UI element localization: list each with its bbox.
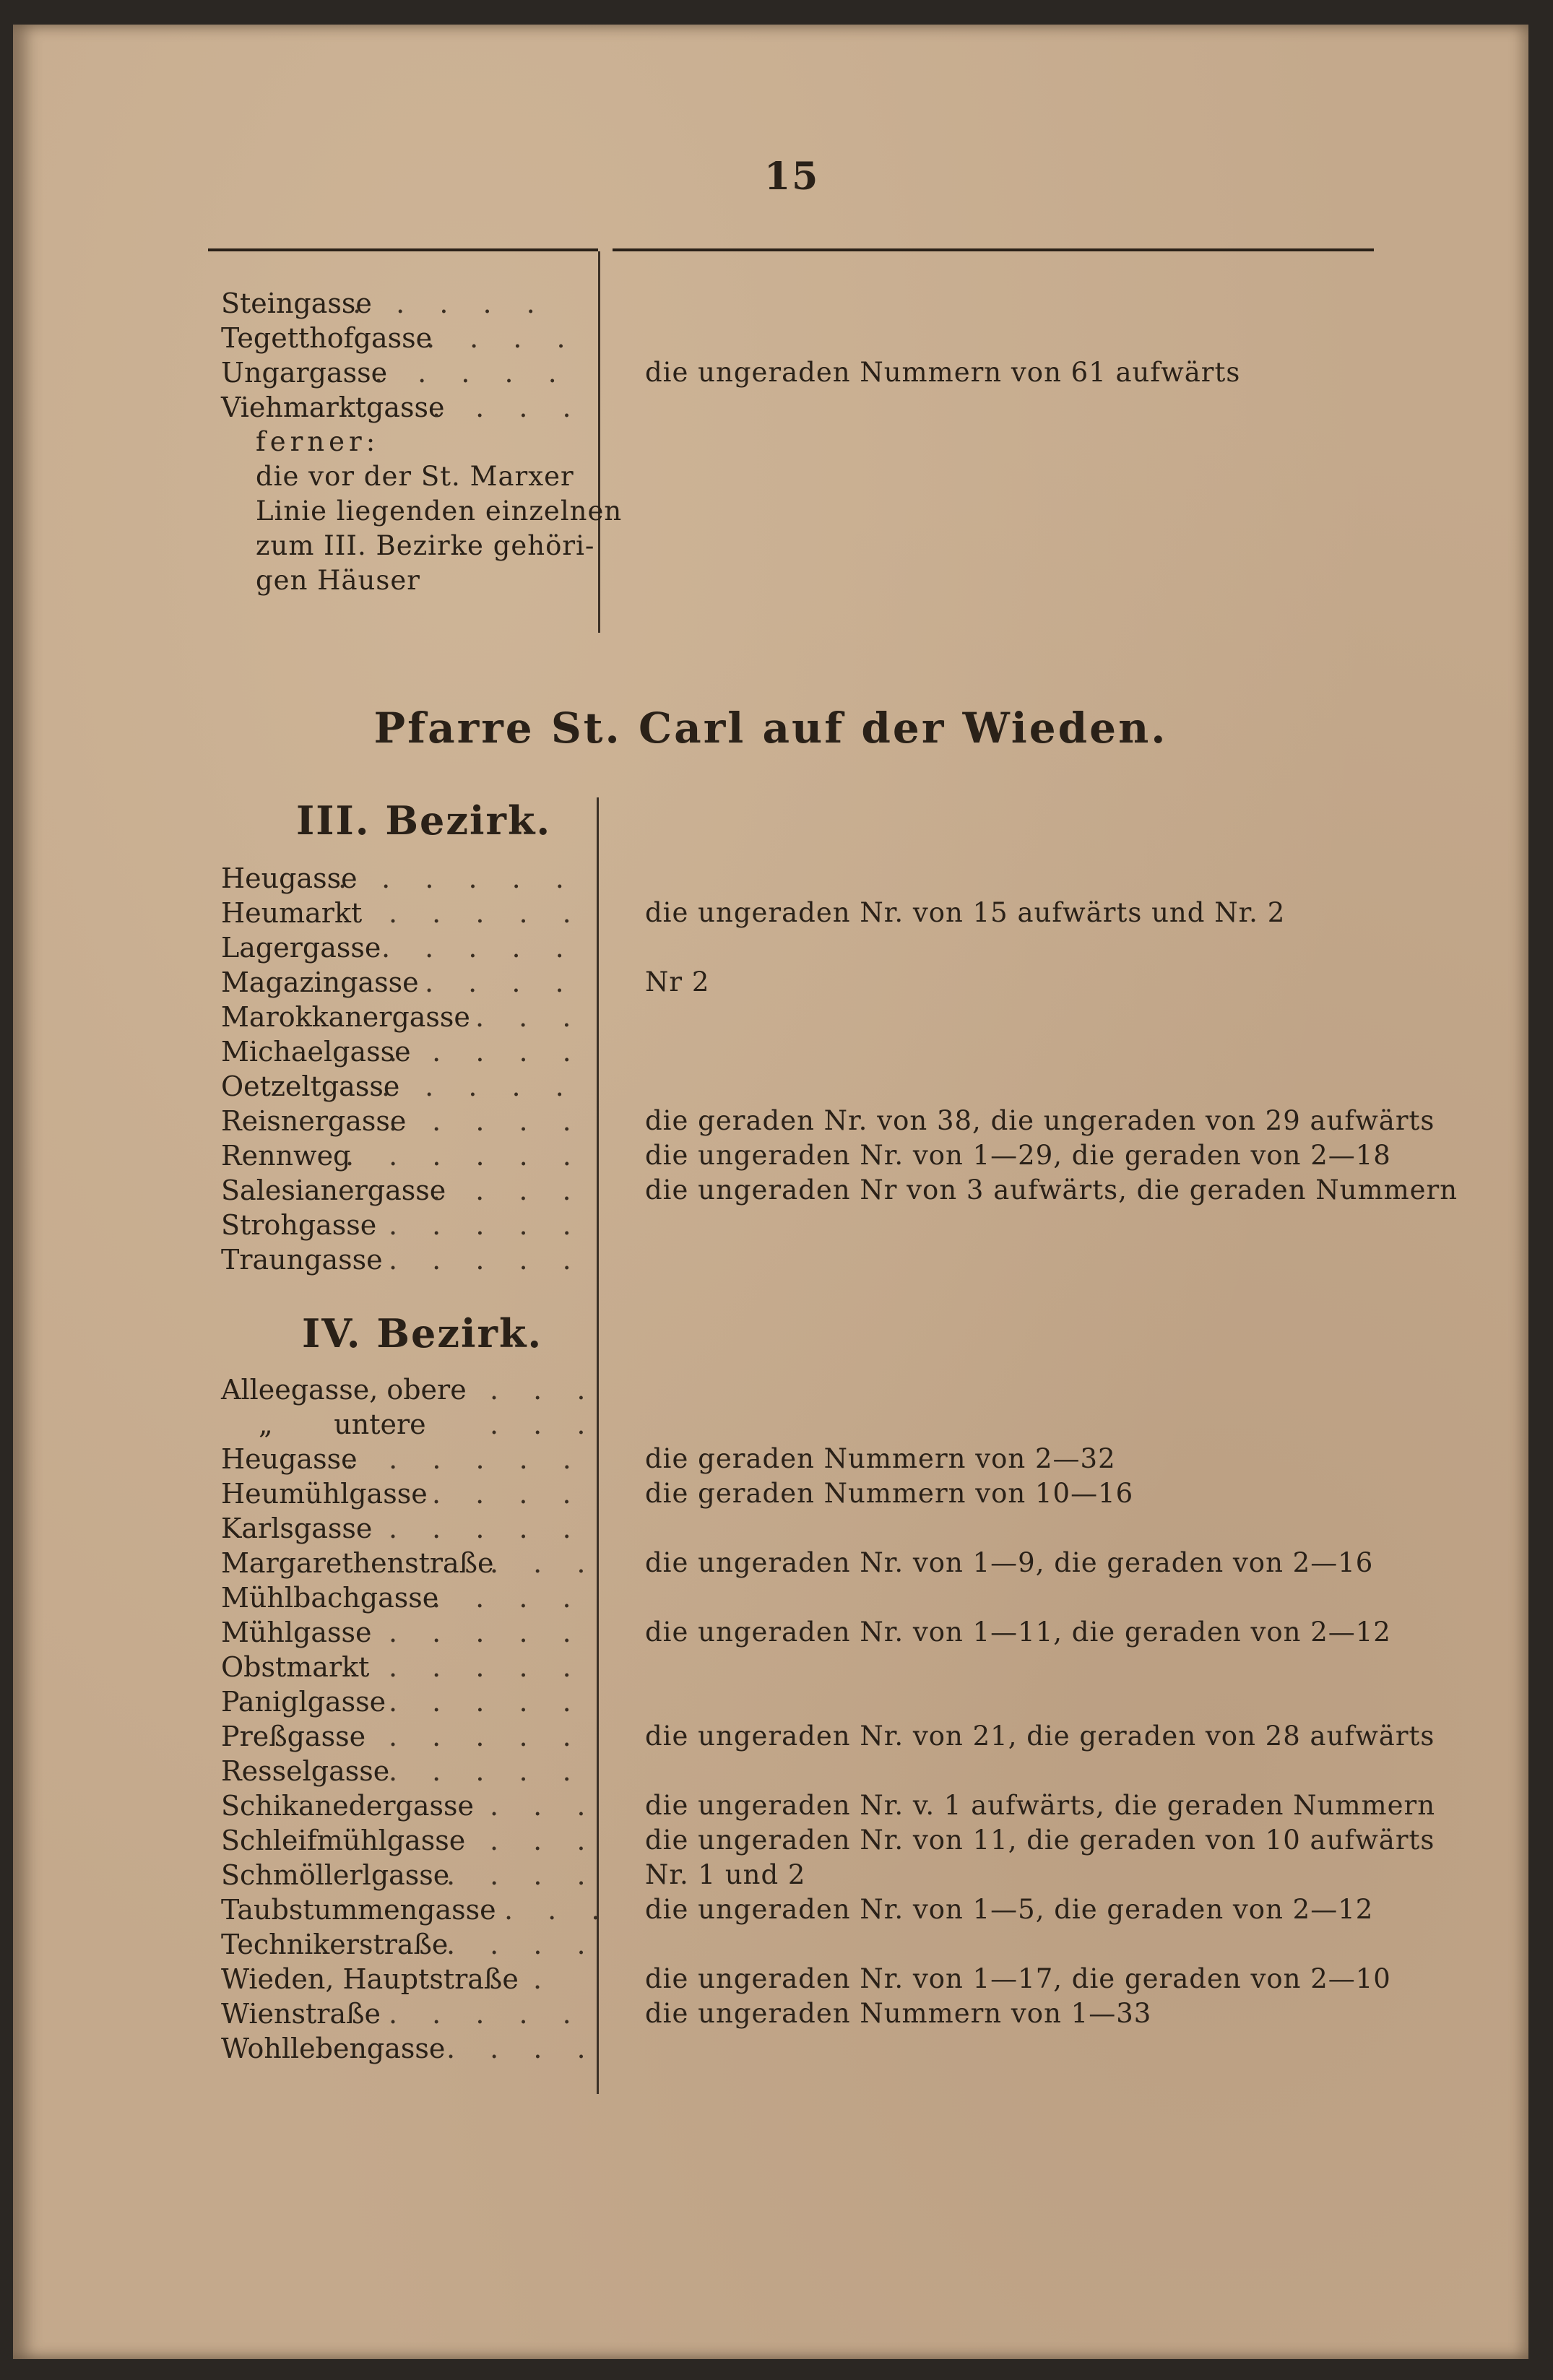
leader-dots: . . . . (432, 391, 584, 423)
street-name: Lagergasse (221, 932, 381, 964)
street-name: Karlsgasse (221, 1513, 373, 1544)
street-description: die ungeraden Nr. von 1—11, die geraden von 2—12 (645, 1617, 1391, 1648)
street-name: Mühlgasse (221, 1617, 372, 1648)
leader-dots: . . . . . (381, 932, 577, 964)
street-description: die geraden Nummern von 2—32 (645, 1443, 1116, 1474)
street-name: Tegetthofgasse (221, 322, 433, 354)
street-description: die geraden Nummern von 10—16 (645, 1478, 1134, 1509)
street-name: „ untere (259, 1408, 426, 1440)
top-rule-right (613, 248, 1374, 251)
street-description: Nr. 1 und 2 (645, 1859, 806, 1890)
street-name: Schikanedergasse (221, 1790, 475, 1822)
street-description: Nr 2 (645, 966, 710, 998)
leader-dots: . . . (490, 1374, 599, 1406)
leader-dots: . . . . (446, 1929, 599, 1960)
leader-dots: . . . . . . (345, 1140, 584, 1172)
street-description: die ungeraden Nr. von 21, die geraden von 28 aufwärts (645, 1721, 1435, 1752)
leader-dots: . . . . . (389, 1209, 584, 1241)
street-name: Wieden, Hauptstraße (221, 1963, 519, 1995)
street-name: Michaelgasse (221, 1036, 411, 1068)
street-name: Heugasse (221, 1443, 358, 1475)
page-number: 15 (764, 155, 820, 199)
street-name: Viehmarktgasse (221, 391, 445, 423)
street-description: die ungeraden Nr. v. 1 aufwärts, die geraden Nummern (645, 1790, 1436, 1821)
street-description: die ungeraden Nummern von 61 aufwärts (645, 357, 1241, 388)
section-title: Pfarre St. Carl auf der Wieden. (373, 704, 1168, 753)
leader-dots: . . . . . (389, 1721, 584, 1752)
street-description: die ungeraden Nummern von 1—33 (645, 1998, 1152, 2029)
leader-dots: . . . . (432, 1582, 584, 1614)
leader-dots: . . . . . (389, 1244, 584, 1276)
street-name: Ungargasse (221, 357, 388, 389)
street-name: Rennweg (221, 1140, 351, 1172)
street-name: Technikerstraße (221, 1929, 449, 1960)
leader-dots: . . . . (446, 2033, 599, 2064)
street-description: die ungeraden Nr. von 1—17, die geraden von 2—10 (645, 1963, 1391, 1994)
top-column-divider (598, 251, 600, 633)
street-name: Alleegasse, obere (221, 1374, 467, 1406)
leader-dots: . . . . (432, 1174, 584, 1206)
ferner-line: gen Häuser (256, 565, 420, 596)
leader-dots: . . . . (426, 322, 579, 354)
ferner-line: Linie liegenden einzelnen (256, 496, 623, 527)
leader-dots: . . . . . (389, 897, 584, 929)
district-iii-heading: III. Bezirk. (296, 797, 552, 844)
leader-dots: . (533, 1963, 555, 1995)
street-name: Obstmarkt (221, 1651, 370, 1683)
ferner-line: die vor der St. Marxer (256, 461, 574, 492)
leader-dots: . . . . . (389, 1755, 584, 1787)
leader-dots: . . . . . (389, 1105, 584, 1137)
leader-dots: . . . (490, 1825, 599, 1856)
leader-dots: . . . (490, 1547, 599, 1579)
street-description: die ungeraden Nr. von 1—5, die geraden von 2—12 (645, 1894, 1374, 1925)
street-name: Resselgasse (221, 1755, 390, 1787)
leader-dots: . . . . . (389, 1651, 584, 1683)
top-rule-left (208, 248, 598, 251)
street-description: die ungeraden Nr. von 11, die geraden von 10 aufwärts (645, 1825, 1435, 1856)
street-name: Traungasse (221, 1244, 383, 1276)
leader-dots: . . . . . (381, 1070, 577, 1102)
leader-dots: . . . . . . (338, 862, 577, 894)
street-name: Heumarkt (221, 897, 363, 929)
street-name: Heumühlgasse (221, 1478, 428, 1510)
leader-dots: . . . . . (389, 1036, 584, 1068)
leader-dots: . . . (475, 1001, 584, 1033)
street-name: Oetzeltgasse (221, 1070, 400, 1102)
leader-dots: . . . (490, 1790, 599, 1822)
ferner-line: zum III. Bezirke gehöri- (256, 530, 595, 561)
street-description: die ungeraden Nr von 3 aufwärts, die geraden Nummern (645, 1174, 1458, 1206)
street-name: Taubstummengasse (221, 1894, 496, 1926)
street-name: Reisnergasse (221, 1105, 407, 1137)
street-description: die ungeraden Nr. von 1—29, die geraden von 2—18 (645, 1140, 1391, 1171)
leader-dots: . . . . . (374, 357, 570, 389)
street-name: Strohgasse (221, 1209, 377, 1241)
leader-dots: . . . . (446, 1859, 599, 1891)
street-name: Wohllebengasse (221, 2033, 446, 2064)
leader-dots: . . . . . . (345, 1443, 584, 1475)
leader-dots: . . . . . (389, 1513, 584, 1544)
street-name: Mühlbachgasse (221, 1582, 439, 1614)
street-name: Margarethenstraße (221, 1547, 494, 1579)
ferner-label: ferner: (256, 426, 380, 457)
leader-dots: . . . . . (389, 1998, 584, 2030)
street-name: Heugasse (221, 862, 358, 894)
street-name: Marokkanergasse (221, 1001, 470, 1033)
street-name: Schmöllerlgasse (221, 1859, 450, 1891)
street-name: Paniglgasse (221, 1686, 386, 1718)
street-name: Steingasse (221, 287, 372, 319)
leader-dots: . . . . (432, 1478, 584, 1510)
street-name: Preßgasse (221, 1721, 366, 1752)
book-page (13, 25, 1528, 2359)
street-description: die ungeraden Nr. von 1—9, die geraden von 2—16 (645, 1547, 1374, 1578)
street-description: die geraden Nr. von 38, die ungeraden von 29 aufwärts (645, 1105, 1435, 1136)
leader-dots: . . . . (425, 966, 577, 998)
street-name: Magazingasse (221, 966, 419, 998)
leader-dots: . . . . . (389, 1686, 584, 1718)
street-name: Salesianergasse (221, 1174, 446, 1206)
street-name: Schleifmühlgasse (221, 1825, 466, 1856)
street-name: Wienstraße (221, 1998, 381, 2030)
leader-dots: . . . (490, 1408, 599, 1440)
street-description: die ungeraden Nr. von 15 aufwärts und Nr. 2 (645, 897, 1286, 928)
leader-dots: . . . . . (389, 1617, 584, 1648)
leader-dots: . . . . . (352, 287, 548, 319)
district-iv-heading: IV. Bezirk. (302, 1310, 543, 1356)
leader-dots: . . . (504, 1894, 613, 1926)
